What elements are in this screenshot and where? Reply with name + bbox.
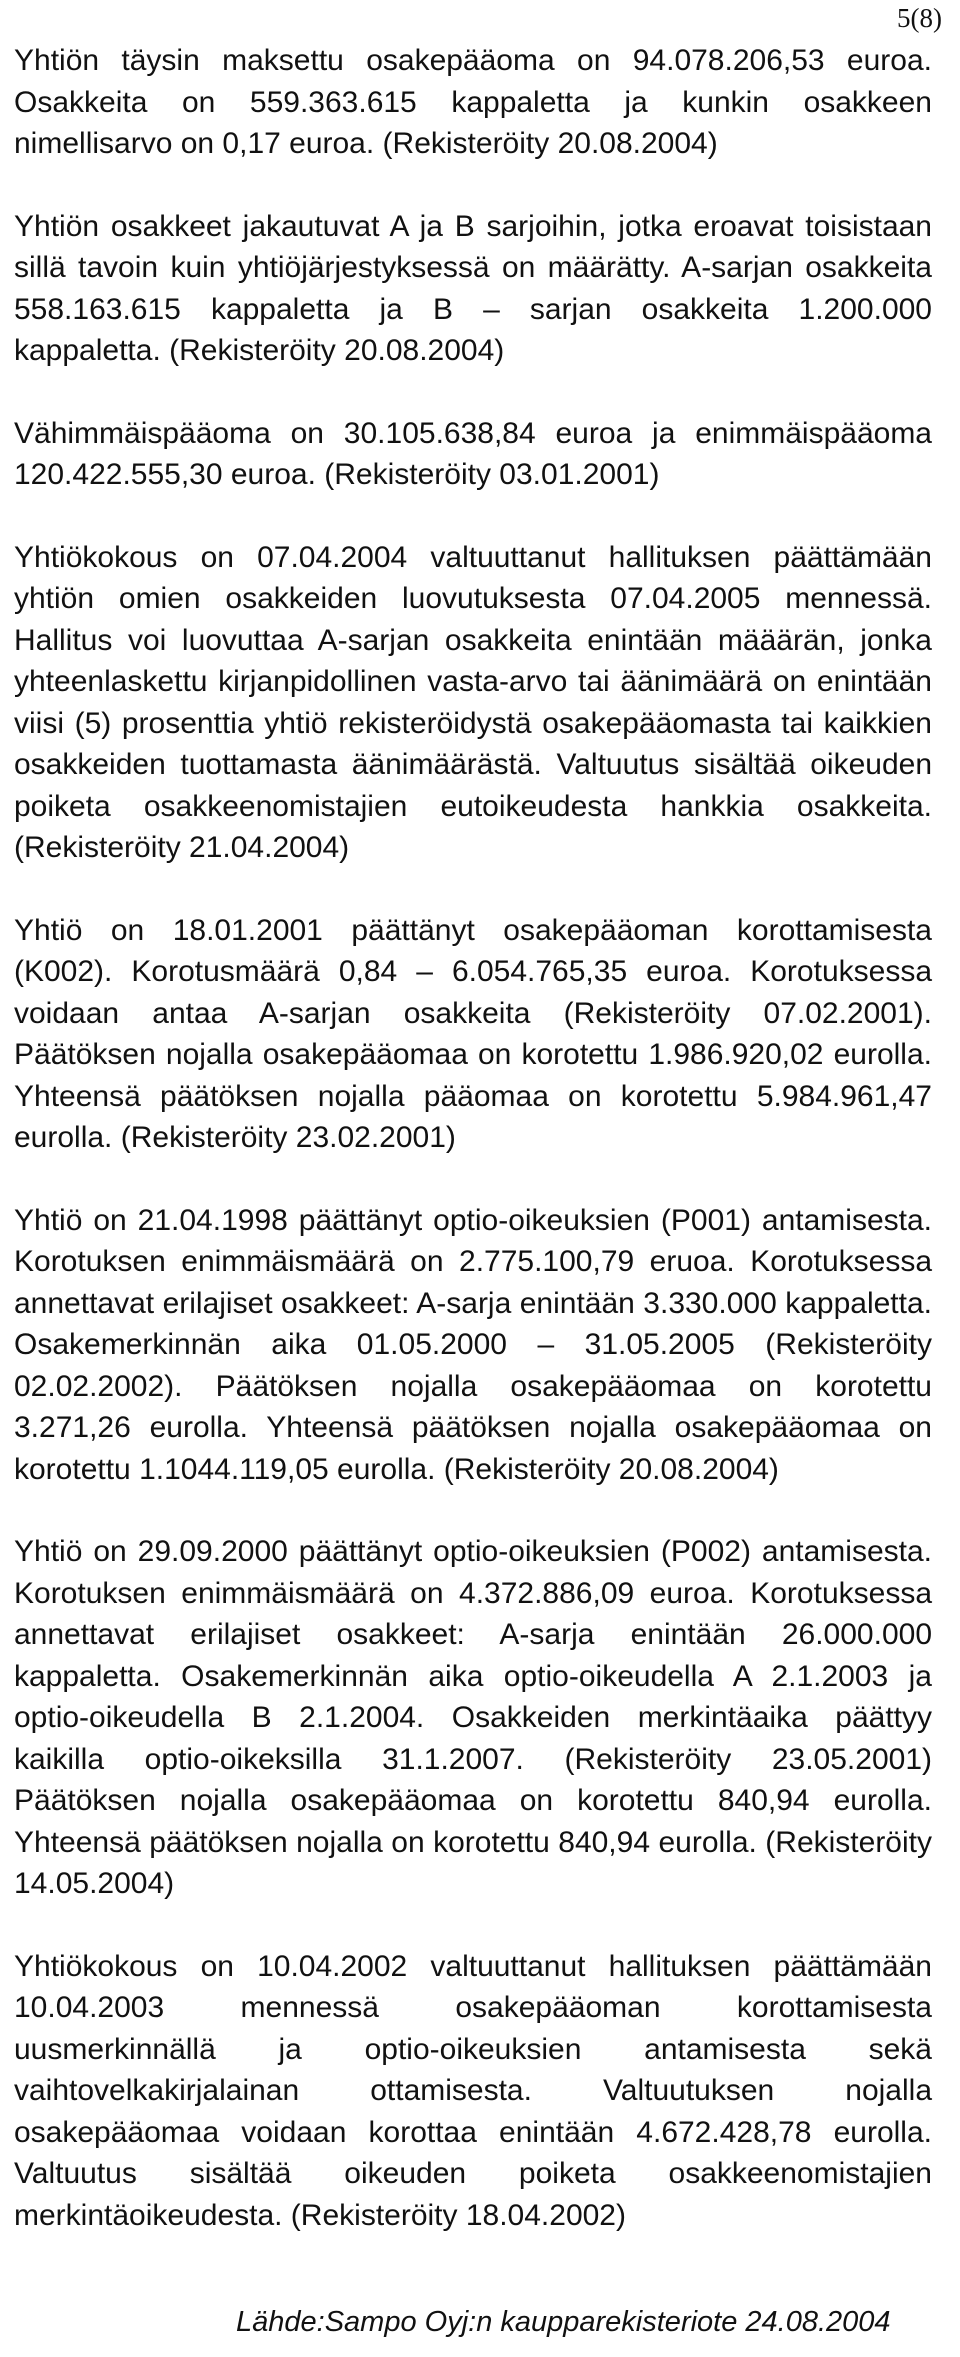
paragraph-board-authorization-2002: Yhtiökokous on 10.04.2002 valtuuttanut hallituksen päättämään 10.04.2003 mennessä osakepääoman korottamisesta uusmerkinnällä ja optio-oikeuksien antamisesta sekä vaihtovelkakirjalainan ottamisesta. Valtuutuksen nojalla osakepääomaa voidaan korottaa enintään 4.672.428,78 eurolla. Valtuutus sisältää oikeuden poiketa osakkeenomistajien merkintäoikeudesta. (Rekisteröity 18.04.2002) bbox=[14, 1949, 932, 2232]
document-body bbox=[14, 40, 932, 2236]
paragraph-option-rights-p001: Yhtiö on 21.04.1998 päättänyt optio-oikeuksien (P001) antamisesta. Korotuksen enimmäismäärä on 2.775.100,79 eruoa. Korotuksessa annettavat erilajiset osakkeet: A-sarja enintään 3.330.000 kappaletta. Osakemerkinnän aika 01.05.2000 – 31.05.2005 (Rekisteröity 02.02.2002). Päätöksen nojalla osakepääomaa on korotettu 3.271,26 eurolla. Yhteensä päätöksen nojalla osakepääomaa on korotettu 1.1044.119,05 eurolla. (Rekisteröity 20.08.2004) bbox=[14, 1203, 932, 1486]
page-number: 5(8) bbox=[897, 3, 942, 33]
source-footer: Lähde:Sampo Oyj:n kaupparekisteriote 24.08.2004 bbox=[236, 2306, 891, 2338]
paragraph-share-capital: Yhtiön täysin maksettu osakepääoma on 94.078.206,53 euroa. Osakkeita on 559.363.615 kappaletta ja kunkin osakkeen nimellisarvo on 0,17 euroa. (Rekisteröity 20.08.2004) bbox=[14, 44, 932, 160]
paragraph-capital-increase-k002: Yhtiö on 18.01.2001 päättänyt osakepääoman korottamisesta (K002). Korotusmäärä 0,84 – 6.054.765,35 euroa. Korotuksessa voidaan antaa A-sarjan osakkeita (Rekisteröity 07.02.2001). Päätöksen nojalla osakepääomaa on korotettu 1.986.920,02 eurolla. Yhteensä päätöksen nojalla pääomaa on korotettu 5.984.961,47 eurolla. (Rekisteröity 23.02.2001) bbox=[14, 913, 932, 1154]
paragraph-own-shares-authorization: Yhtiökokous on 07.04.2004 valtuuttanut hallituksen päättämään yhtiön omien osakkeiden luovutuksesta 07.04.2005 mennessä. Hallitus voi luovuttaa A-sarjan osakkeita enintään määärän, jonka yhteenlaskettu kirjanpidollinen vasta-arvo tai äänimäärä on enintään viisi (5) prosenttia yhtiö rekisteröidystä osakepääomasta tai kaikkien osakkeiden tuottamasta äänimäärästä. Valtuutus sisältää oikeuden poiketa osakkeenomistajien eutoikeudesta hankkia osakkeita. (Rekisteröity 21.04.2004) bbox=[14, 540, 932, 864]
paragraph-share-series: Yhtiön osakkeet jakautuvat A ja B sarjoihin, jotka eroavat toisistaan sillä tavoin kuin yhtiöjärjestyksessä on määrätty. A-sarjan osakkeita 558.163.615 kappaletta ja B – sarjan osakkeita 1.200.000 kappaletta. (Rekisteröity 20.08.2004) bbox=[14, 209, 932, 367]
paragraph-minimum-capital: Vähimmäispääoma on 30.105.638,84 euroa ja enimmäispääoma 120.422.555,30 euroa. (Rekisteröity 03.01.2001) bbox=[14, 416, 932, 491]
paragraph-option-rights-p002: Yhtiö on 29.09.2000 päättänyt optio-oikeuksien (P002) antamisesta. Korotuksen enimmäismäärä on 4.372.886,09 euroa. Korotuksessa annettavat erilajiset osakkeet: A-sarja enintään 26.000.000 kappaletta. Osakemerkinnän aika optio-oikeudella A 2.1.2003 ja optio-oikeudella B 2.1.2004. Osakkeiden merkintäaika päättyy kaikilla optio-oikeksilla 31.1.2007. (Rekisteröity 23.05.2001) Päätöksen nojalla osakepääomaa on korotettu 840,94 eurolla. Yhteensä päätöksen nojalla on korotettu 840,94 eurolla. (Rekisteröity 14.05.2004) bbox=[14, 1535, 932, 1900]
